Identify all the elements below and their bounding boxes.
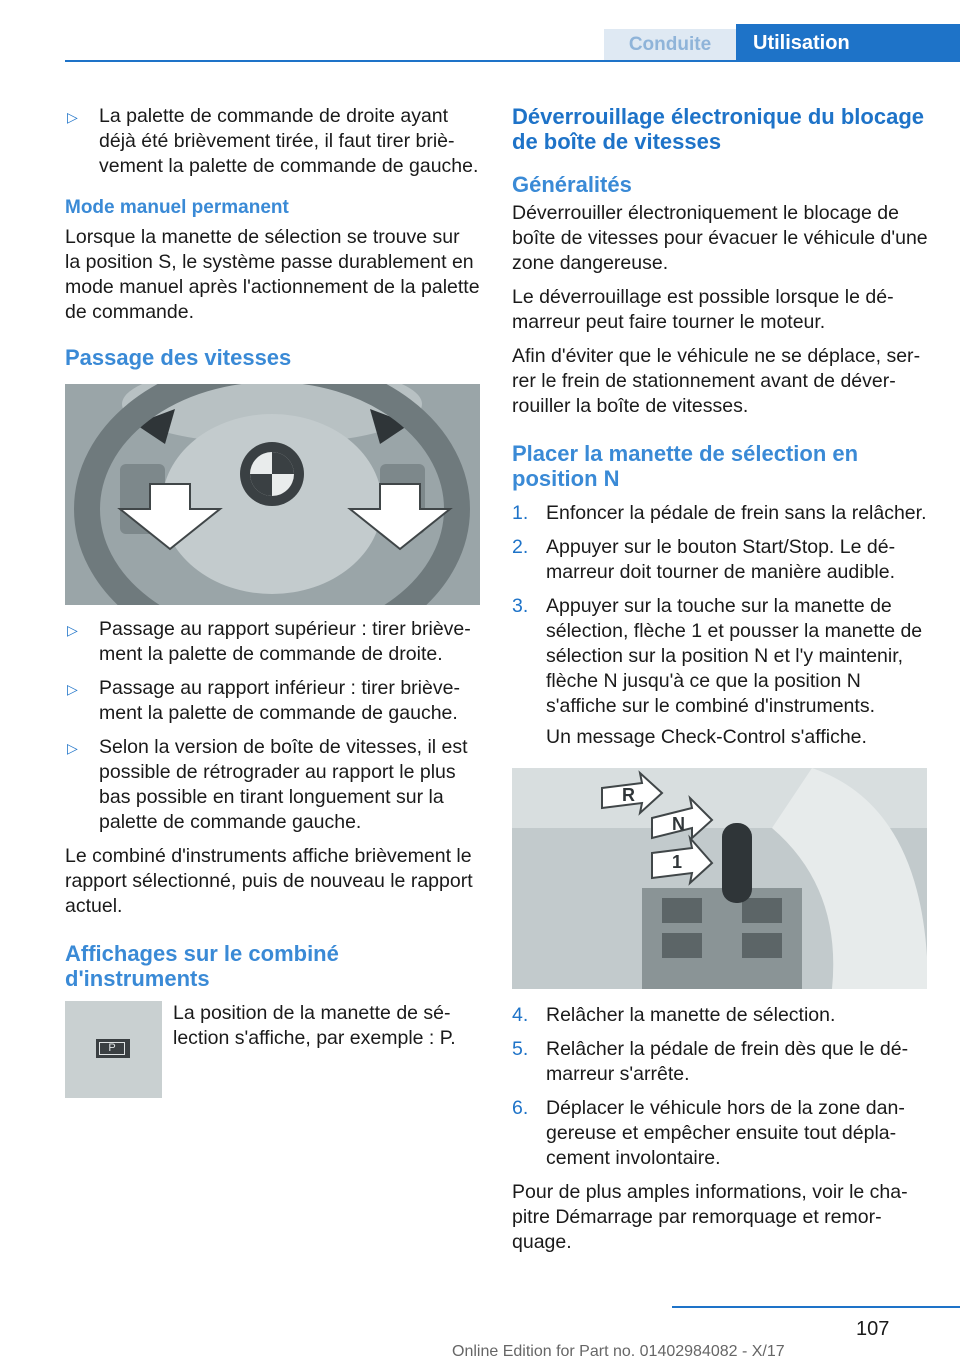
heading-generalites: Généralités [512,172,632,197]
step-number: 3. [512,595,529,617]
bullet-text: La palette de commande de droite ayant déjà été brièvement tirée, il faut tirer brièvement la palette de commande de gauche. [99,105,479,177]
triangle-bullet-icon: ▷ [67,740,78,756]
paragraph: Pour de plus amples informations, voir le chapitre Démarrage par remorquage et remorquage. [512,1181,908,1253]
display-example [65,1001,480,1098]
triangle-bullet-icon: ▷ [67,109,78,125]
step-text: Relâcher la pédale de frein dès que le démarreur s'arrête. [546,1038,909,1085]
paragraph: Le combiné d'instruments affiche brièvement le rapport sélectionné, puis de nouveau le rapport actuel. [65,845,473,917]
heading-deverrouillage: Déverrouillage électronique du blocage de boîte de vitesses [512,104,924,154]
bullet-text: Selon la version de boîte de vitesses, il est possible de rétrograder au rapport le plus bas possible en tirant longuement sur la palette de commande gauche. [99,736,468,833]
step-text: Appuyer sur la touche sur la manette de sélection, flèche 1 et pousser la manette de sélection sur la position N et l'y maintenir, flèche N jusqu'à ce que la position N s'affiche sur le combiné d'instruments. [546,595,923,717]
paragraph: Afin d'éviter que le véhicule ne se déplace, serrer le frein de stationnement avant de déverrouiller la boîte de vitesses. [512,345,921,417]
step-number: 2. [512,536,529,558]
heading-mode-manuel: Mode manuel permanent [65,197,289,218]
bullet-item [65,617,480,667]
heading-placer-manette: Placer la manette de sélection en position N [512,441,859,491]
edition-footer: Online Edition for Part no. 01402984082 - X/17 [452,1343,785,1360]
step-item [512,1003,928,1028]
step-item [512,594,928,719]
step-number: 4. [512,1004,529,1026]
paragraph: Le déverrouillage est possible lorsque le démarreur peut faire tourner le moteur. [512,286,894,333]
bullet-item [65,676,480,726]
footer-rule [672,1306,960,1308]
step-item [512,535,928,585]
label-r: R [622,785,635,805]
step-text: Déplacer le véhicule hors de la zone dangereuse et empêcher ensuite tout déplacement involontaire. [546,1097,905,1169]
step-text: Appuyer sur le bouton Start/Stop. Le démarreur doit tourner de manière audible. [546,536,896,583]
display-letter: P [99,1042,125,1055]
bullet-text: Passage au rapport inférieur : tirer brièvement la palette de commande de gauche. [99,677,460,724]
step-item [512,1096,928,1171]
header-rule [65,60,960,62]
left-column [65,104,480,1098]
step-text: Enfoncer la pédale de frein sans la relâcher. [546,502,927,524]
steering-wheel-image [65,384,480,605]
triangle-bullet-icon: ▷ [67,681,78,697]
paragraph: Déverrouiller électroniquement le blocage de boîte de vitesses pour évacuer le véhicule d'une zone dangereuse. [512,202,928,274]
display-caption: La position de la manette de sélection s'affiche, par exemple : P. [173,1002,456,1049]
bullet-item [65,735,480,835]
label-1: 1 [672,852,683,872]
step-number: 1. [512,502,529,524]
step-number: 5. [512,1038,529,1060]
gear-display-image [65,1001,162,1098]
step-item [512,501,928,526]
step-number: 6. [512,1097,529,1119]
heading-passage-vitesses: Passage des vitesses [65,345,292,370]
gear-selector-image [512,768,927,989]
page-number: 107 [856,1318,890,1340]
right-column [512,104,928,1264]
bullet-text: Passage au rapport supérieur : tirer brièvement la palette de commande de droite. [99,618,471,665]
paragraph: Lorsque la manette de sélection se trouve sur la position S, le système passe durablement en mode manuel après l'actionnement de la palette de commande. [65,226,480,323]
step-item [512,1037,928,1087]
triangle-bullet-icon: ▷ [67,622,78,638]
tab-utilisation[interactable]: Utilisation [736,24,960,62]
heading-affichages: Affichages sur le combiné d'instruments [65,941,339,991]
step-note: Un message Check-Control s'affiche. [546,726,867,748]
label-n: N [672,814,685,834]
step-text: Relâcher la manette de sélection. [546,1004,836,1026]
tab-conduite[interactable]: Conduite [604,29,736,60]
bullet-item [65,104,480,179]
